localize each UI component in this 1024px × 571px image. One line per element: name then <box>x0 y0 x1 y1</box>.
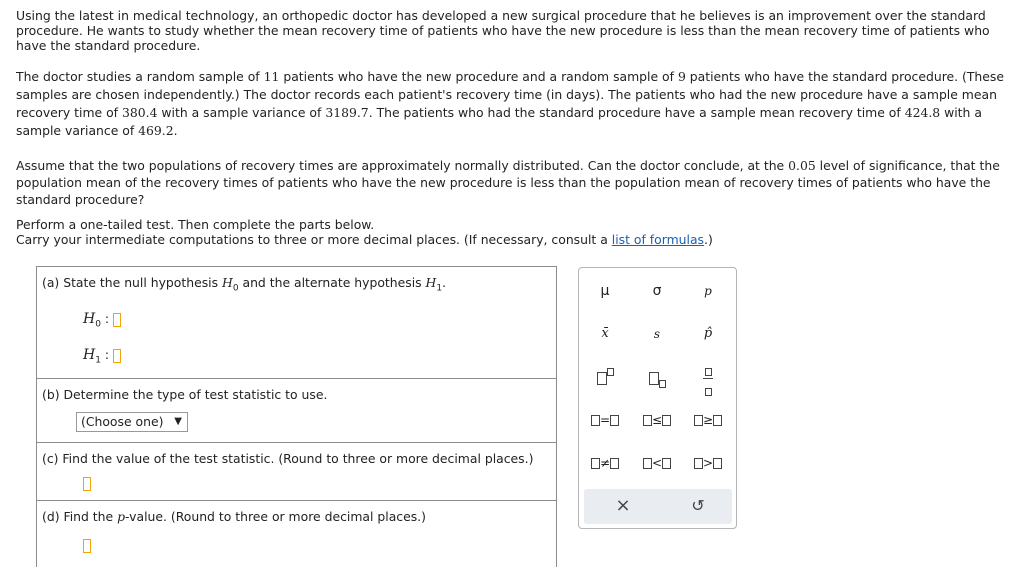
part-d <box>37 501 556 571</box>
dropdown-arrow-icon: ▼ <box>174 416 182 427</box>
instruction-formulas: Carry your intermediate computations to three or more decimal places. (If necessary, consult a list of formulas.) <box>16 232 713 247</box>
null-hypothesis-input[interactable] <box>113 313 121 327</box>
greater-equal-button[interactable]: ≥ <box>687 408 729 432</box>
p-button[interactable]: p <box>704 284 712 298</box>
greater-than-button[interactable]: > <box>687 451 729 475</box>
test-statistic-input[interactable] <box>83 477 91 491</box>
phat-button[interactable]: p̂ <box>703 326 713 341</box>
sigma-button[interactable]: σ <box>652 283 662 299</box>
problem-question: Assume that the two populations of recovery times are approximately normally distributed. Can the doctor conclude, at the 0.05 level of significance, that the population mean of the recovery times of patients who have the new procedure is less than the population mean of recovery times of patients who have the standard procedure? <box>16 158 1000 207</box>
clear-icon[interactable]: × <box>615 495 631 516</box>
part-b-title: (b) Determine the type of test statistic to use. <box>42 387 328 402</box>
alt-hypothesis-input[interactable] <box>113 349 121 363</box>
s-button[interactable]: s <box>653 327 661 341</box>
palette-footer <box>584 489 732 524</box>
undo-icon[interactable]: ↺ <box>691 496 705 515</box>
subscript-button[interactable] <box>636 366 678 390</box>
part-a-title: (a) State the null hypothesis $H_0$ and the alternate hypothesis $H_1$. <box>42 275 447 294</box>
parts-panel <box>36 266 557 567</box>
part-a <box>37 267 556 379</box>
part-b <box>37 379 556 443</box>
xbar-button[interactable]: x̄ <box>601 326 609 341</box>
problem-data: The doctor studies a random sample of 11 patients who have the new procedure and a random sample of 9 patients who have the standard procedure. (These samples are chosen independently.) The doctor records each patient's recovery time (in days). The patients who had the new procedure have a sample mean recovery time of 380.4 with a sample variance of 3189.7. The patients who had the standard procedure have a sample mean recovery time of 424.8 with a sample variance of 469.2. <box>16 69 1004 138</box>
superscript-button[interactable] <box>584 366 626 390</box>
alt-hypothesis-row: $H_1$ : <box>83 347 121 365</box>
problem-intro: Using the latest in medical technology, an orthopedic doctor has developed a new surgical procedure that he believes is an improvement over the standard procedure. He wants to study whether the mean recovery time of patients who have the new procedure is less than the mean recovery time of patients who have the standard procedure. <box>16 8 990 53</box>
equals-button[interactable]: = <box>584 408 626 432</box>
less-equal-button[interactable]: ≤ <box>636 408 678 432</box>
part-c <box>37 443 556 501</box>
part-c-title: (c) Find the value of the test statistic. (Round to three or more decimal places.) <box>42 451 534 466</box>
part-d-title: (d) Find the p-value. (Round to three or more decimal places.) <box>42 509 426 524</box>
p-value-input[interactable] <box>83 539 91 553</box>
null-hypothesis-row: $H_0$ : <box>83 311 121 329</box>
symbol-palette <box>578 267 737 529</box>
less-than-button[interactable]: < <box>636 451 678 475</box>
mu-button[interactable]: μ <box>600 283 610 299</box>
fraction-button[interactable] <box>687 366 729 391</box>
formulas-link[interactable]: list of formulas <box>611 232 705 247</box>
instruction-test: Perform a one-tailed test. Then complete the parts below. <box>16 217 375 232</box>
not-equal-button[interactable]: ≠ <box>584 451 626 475</box>
test-statistic-select[interactable]: (Choose one) ▼ <box>76 412 188 432</box>
